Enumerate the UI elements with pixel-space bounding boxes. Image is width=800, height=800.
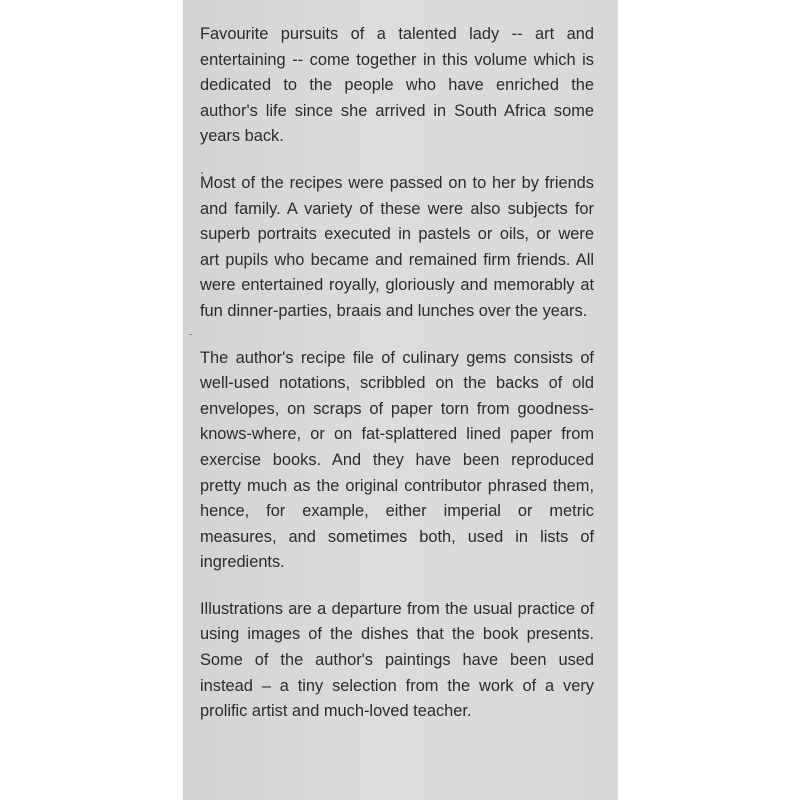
book-jacket-flap (183, 0, 618, 800)
stray-mark (189, 334, 192, 335)
blurb-paragraph-2: Most of the recipes were passed on to her by friends and family. A variety of these were also subjects for superb portraits executed in pastels or oils, or were art pupils who became and remained firm friends. All were entertained royally, gloriously and memorably at fun dinner-parties, braais and lunches over the years. (200, 173, 594, 320)
blurb-paragraph-1: Favourite pursuits of a talented lady -- art and entertaining -- come together in this volume which is dedicated to the people who have enriched the author's life since she arrived in South Africa some years back. (200, 25, 594, 146)
blurb-paragraph-3: The author's recipe file of culinary gems consists of well-used notations, scribbled on the backs of old envelopes, on scraps of paper torn from goodness-knows-where, or on fat-splattered lined paper from exercise books. And they have been reproduced pretty much as the original contributor phrased them, hence, for example, either imperial or metric measures, and sometimes both, used in lists of ingredients. (200, 348, 594, 572)
blurb-paragraph-4: Illustrations are a departure from the usual practice of using images of the dishes that the book presents. Some of the author's paintings have been used instead – a tiny selection from the work of a very prolific artist and much-loved teacher. (200, 599, 594, 721)
blurb-text (200, 22, 594, 746)
